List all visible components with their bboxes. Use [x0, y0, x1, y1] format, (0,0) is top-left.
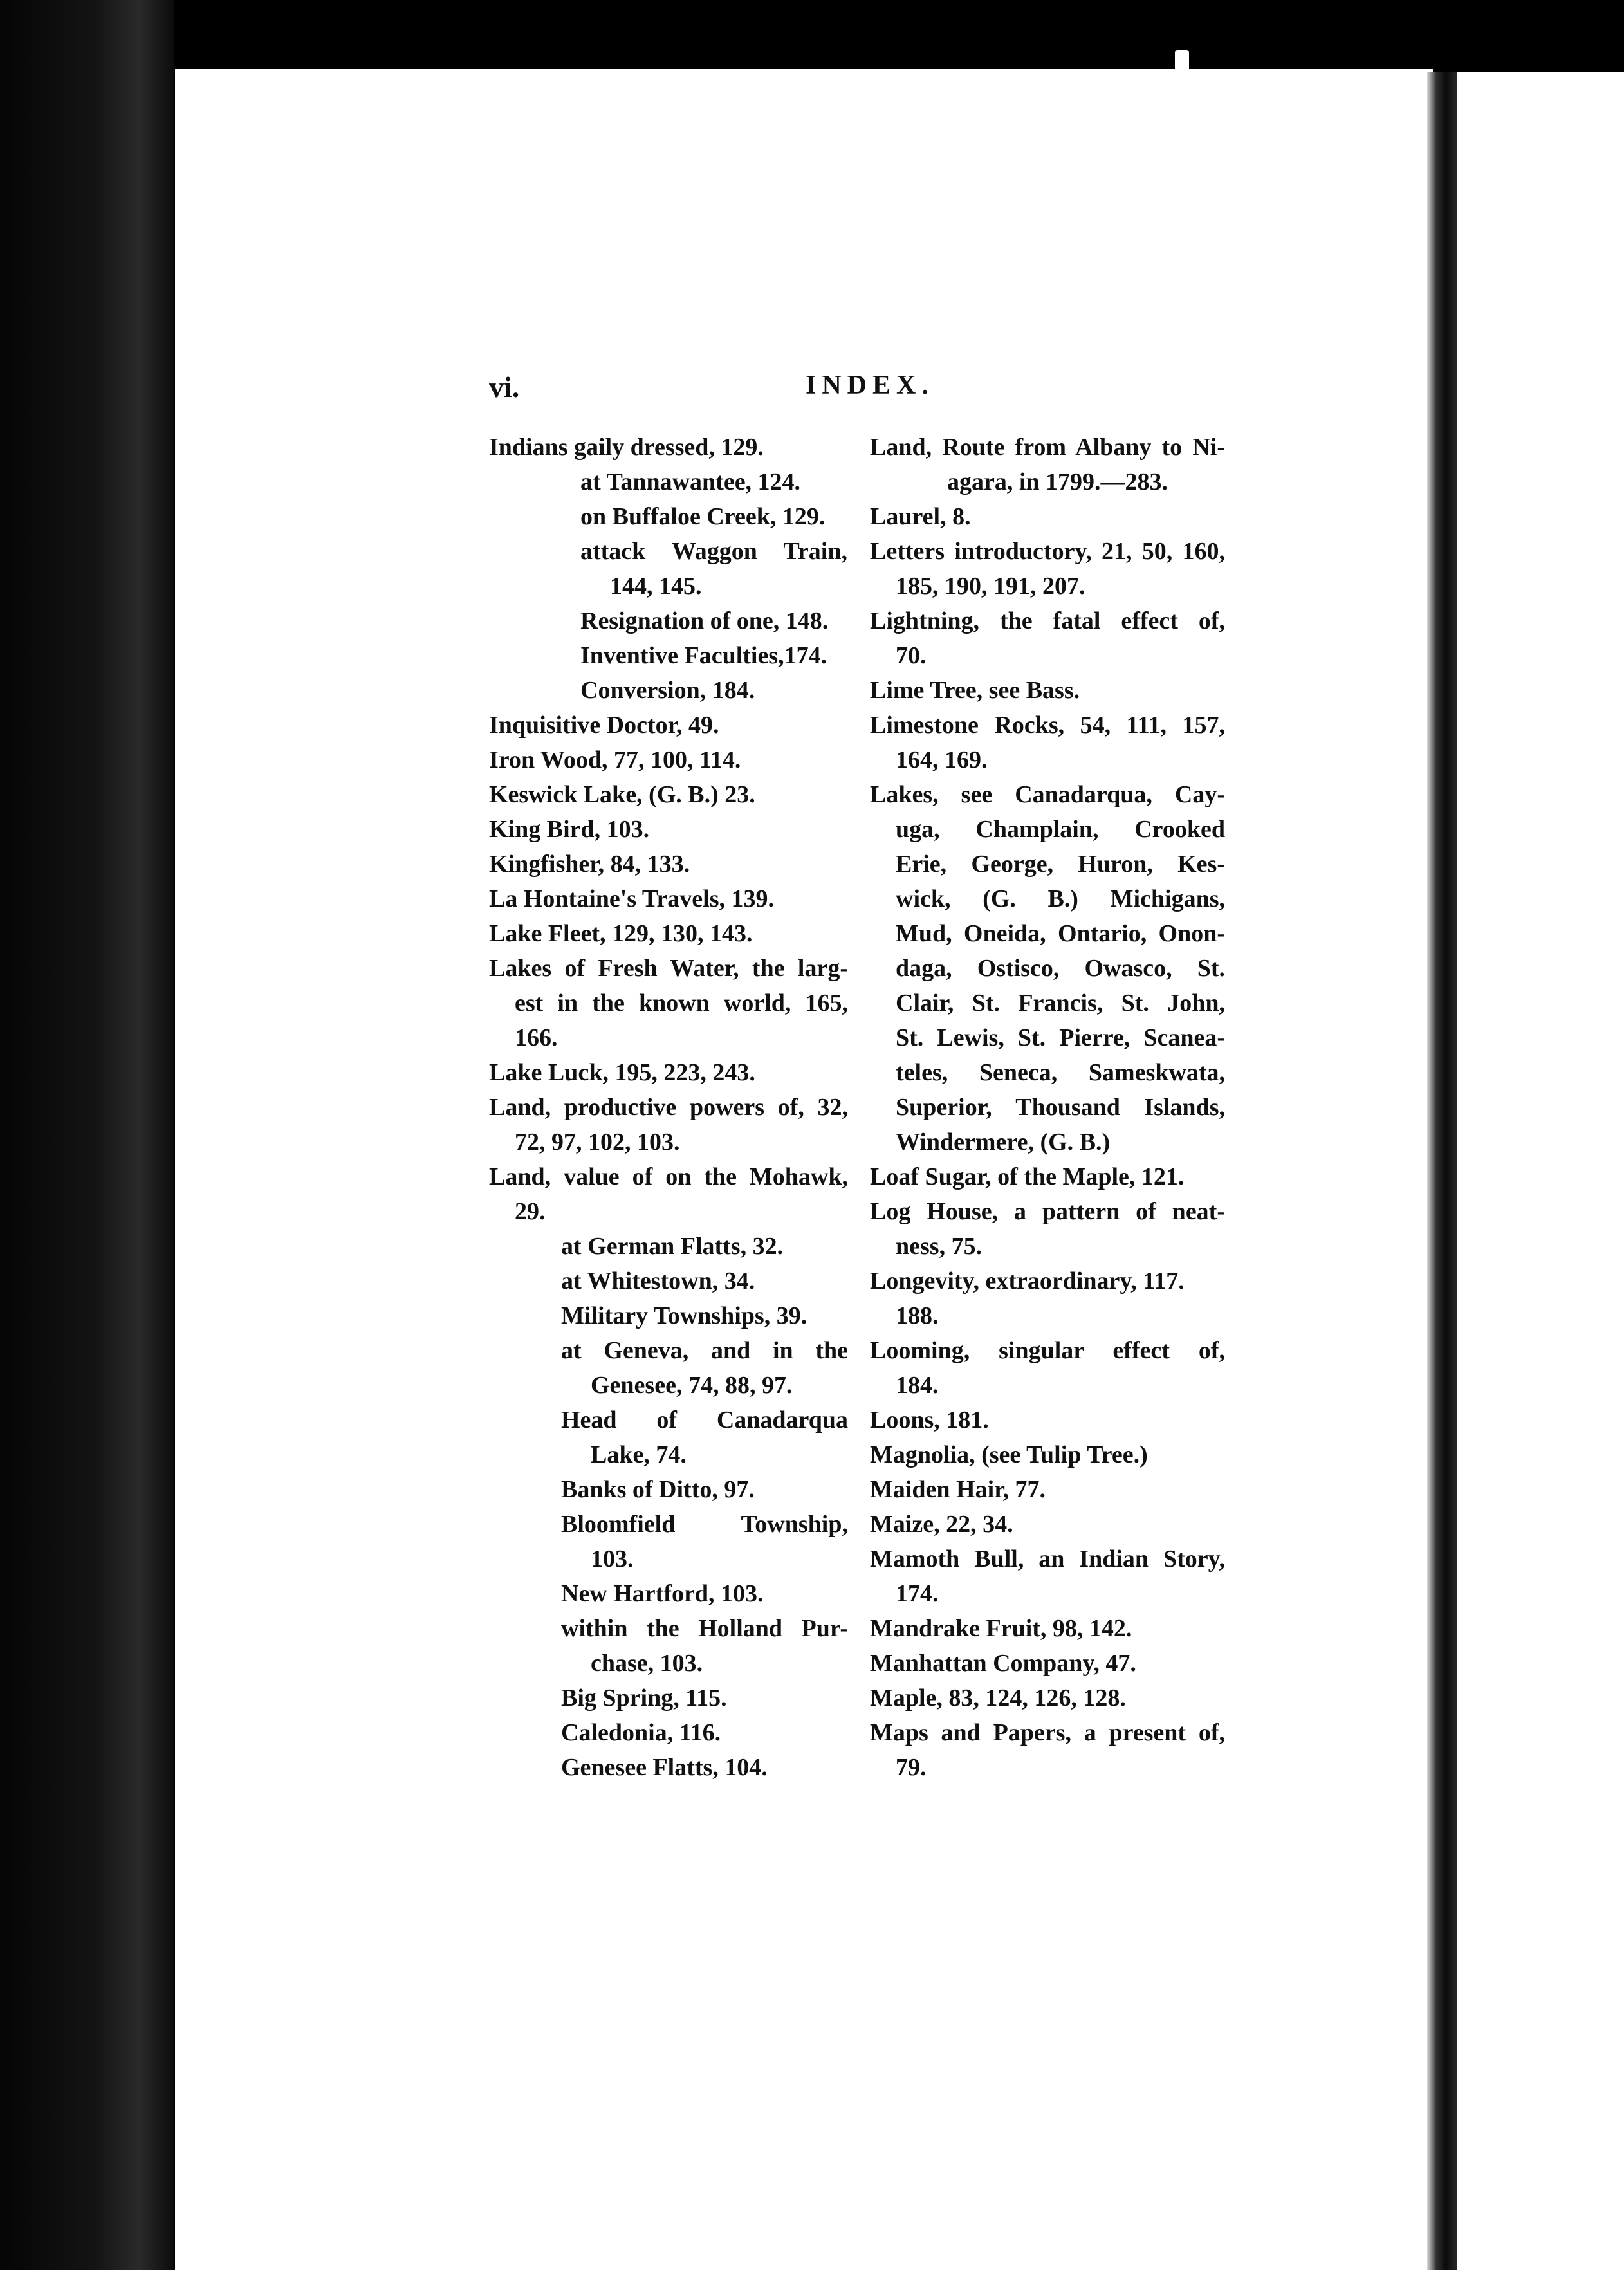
- index-line: daga, Ostisco, Owasco, St.: [896, 955, 1225, 982]
- index-line: Superior, Thousand Islands,: [896, 1094, 1225, 1121]
- index-line: Limestone Rocks, 54, 111, 157,: [870, 712, 1225, 739]
- index-line: La Hontaine's Travels, 139.: [489, 885, 775, 912]
- index-line: Mamoth Bull, an Indian Story,: [870, 1546, 1225, 1573]
- index-line: Land, value of on the Mohawk,: [489, 1163, 848, 1190]
- index-line: attack Waggon Train,: [580, 538, 847, 565]
- index-line: Log House, a pattern of neat-: [870, 1198, 1225, 1225]
- index-line: 166.: [515, 1024, 558, 1051]
- index-line: wick, (G. B.) Michigans,: [896, 885, 1225, 912]
- index-line: 70.: [896, 642, 927, 669]
- index-line: Caledonia, 116.: [561, 1719, 721, 1746]
- index-line: 164, 169.: [896, 746, 988, 773]
- index-line: Windermere, (G. B.): [896, 1129, 1111, 1156]
- index-line: 184.: [896, 1372, 939, 1399]
- index-line: Genesee, 74, 88, 97.: [591, 1372, 793, 1399]
- index-line: 29.: [515, 1198, 546, 1225]
- index-line: Banks of Ditto, 97.: [561, 1476, 755, 1503]
- index-line: Looming, singular effect of,: [870, 1337, 1225, 1364]
- index-line: Kingfisher, 84, 133.: [489, 851, 690, 878]
- book-spine-shadow: [0, 0, 174, 2270]
- index-line: within the Holland Pur-: [561, 1615, 848, 1642]
- index-line: Lake Fleet, 129, 130, 143.: [489, 920, 753, 947]
- index-line: 103.: [591, 1546, 634, 1573]
- index-line: Lakes of Fresh Water, the larg-: [489, 955, 848, 982]
- index-line: Land, Route from Albany to Ni-: [870, 434, 1225, 461]
- index-line: Lakes, see Canadarqua, Cay-: [870, 781, 1225, 808]
- index-line: Loaf Sugar, of the Maple, 121.: [870, 1163, 1185, 1190]
- index-line: Land, productive powers of, 32,: [489, 1094, 848, 1121]
- page-notch: [1175, 50, 1189, 76]
- index-line: Laurel, 8.: [870, 503, 971, 530]
- index-line: Lake, 74.: [591, 1441, 687, 1468]
- index-line: Maiden Hair, 77.: [870, 1476, 1046, 1503]
- index-line: Iron Wood, 77, 100, 114.: [489, 746, 741, 773]
- index-line: ness, 75.: [896, 1233, 983, 1260]
- index-line: Manhattan Company, 47.: [870, 1650, 1136, 1677]
- index-line: Clair, St. Francis, St. John,: [896, 990, 1225, 1017]
- index-line: King Bird, 103.: [489, 816, 650, 843]
- index-line: Resignation of one, 148.: [580, 607, 829, 634]
- index-line: Head of Canadarqua: [561, 1407, 848, 1434]
- index-line: Genesee Flatts, 104.: [561, 1754, 768, 1781]
- index-line: Inventive Faculties,174.: [580, 642, 827, 669]
- index-line: New Hartford, 103.: [561, 1580, 764, 1607]
- index-line: Military Townships, 39.: [561, 1302, 807, 1329]
- index-line: Maple, 83, 124, 126, 128.: [870, 1684, 1126, 1712]
- index-line: Magnolia, (see Tulip Tree.): [870, 1441, 1148, 1468]
- index-line: at Whitestown, 34.: [561, 1268, 755, 1295]
- facing-page-edge: [1457, 72, 1624, 2270]
- index-line: at Geneva, and in the: [561, 1337, 848, 1364]
- index-line: Mud, Oneida, Ontario, Onon-: [896, 920, 1225, 947]
- index-line: Letters introductory, 21, 50, 160,: [870, 538, 1225, 565]
- index-line: 188.: [896, 1302, 939, 1329]
- index-line: 144, 145.: [610, 573, 702, 600]
- index-line: at German Flatts, 32.: [561, 1233, 784, 1260]
- index-line: on Buffaloe Creek, 129.: [580, 503, 826, 530]
- index-line: uga, Champlain, Crooked: [896, 816, 1225, 843]
- index-line: at Tannawantee, 124.: [580, 468, 801, 495]
- index-line: Mandrake Fruit, 98, 142.: [870, 1615, 1132, 1642]
- index-line: agara, in 1799.—283.: [947, 468, 1168, 495]
- index-line: Lime Tree, see Bass.: [870, 677, 1080, 704]
- page-number: vi.: [489, 371, 520, 403]
- index-line: Loons, 181.: [870, 1407, 989, 1434]
- index-line: Lightning, the fatal effect of,: [870, 607, 1225, 634]
- index-line: Longevity, extraordinary, 117.: [870, 1268, 1185, 1295]
- index-line: Big Spring, 115.: [561, 1684, 727, 1712]
- index-line: St. Lewis, St. Pierre, Scanea-: [896, 1024, 1225, 1051]
- index-line: 79.: [896, 1754, 927, 1781]
- index-line: 174.: [896, 1580, 939, 1607]
- index-line: est in the known world, 165,: [515, 990, 848, 1017]
- index-line: Maize, 22, 34.: [870, 1511, 1013, 1538]
- index-line: 185, 190, 191, 207.: [896, 573, 1085, 600]
- page-gutter: [1427, 72, 1458, 2270]
- index-line: Keswick Lake, (G. B.) 23.: [489, 781, 755, 808]
- index-line: Lake Luck, 195, 223, 243.: [489, 1059, 755, 1086]
- index-line: Conversion, 184.: [580, 677, 755, 704]
- index-line: teles, Seneca, Sameskwata,: [896, 1059, 1225, 1086]
- index-line: Maps and Papers, a present of,: [870, 1719, 1225, 1746]
- index-line: chase, 103.: [591, 1650, 703, 1677]
- page-title: INDEX.: [806, 371, 934, 400]
- index-line: Inquisitive Doctor, 49.: [489, 712, 719, 739]
- index-line: Indians gaily dressed, 129.: [489, 434, 764, 461]
- index-line: 72, 97, 102, 103.: [515, 1129, 680, 1156]
- index-line: Bloomfield Township,: [561, 1511, 848, 1538]
- index-line: Erie, George, Huron, Kes-: [896, 851, 1225, 878]
